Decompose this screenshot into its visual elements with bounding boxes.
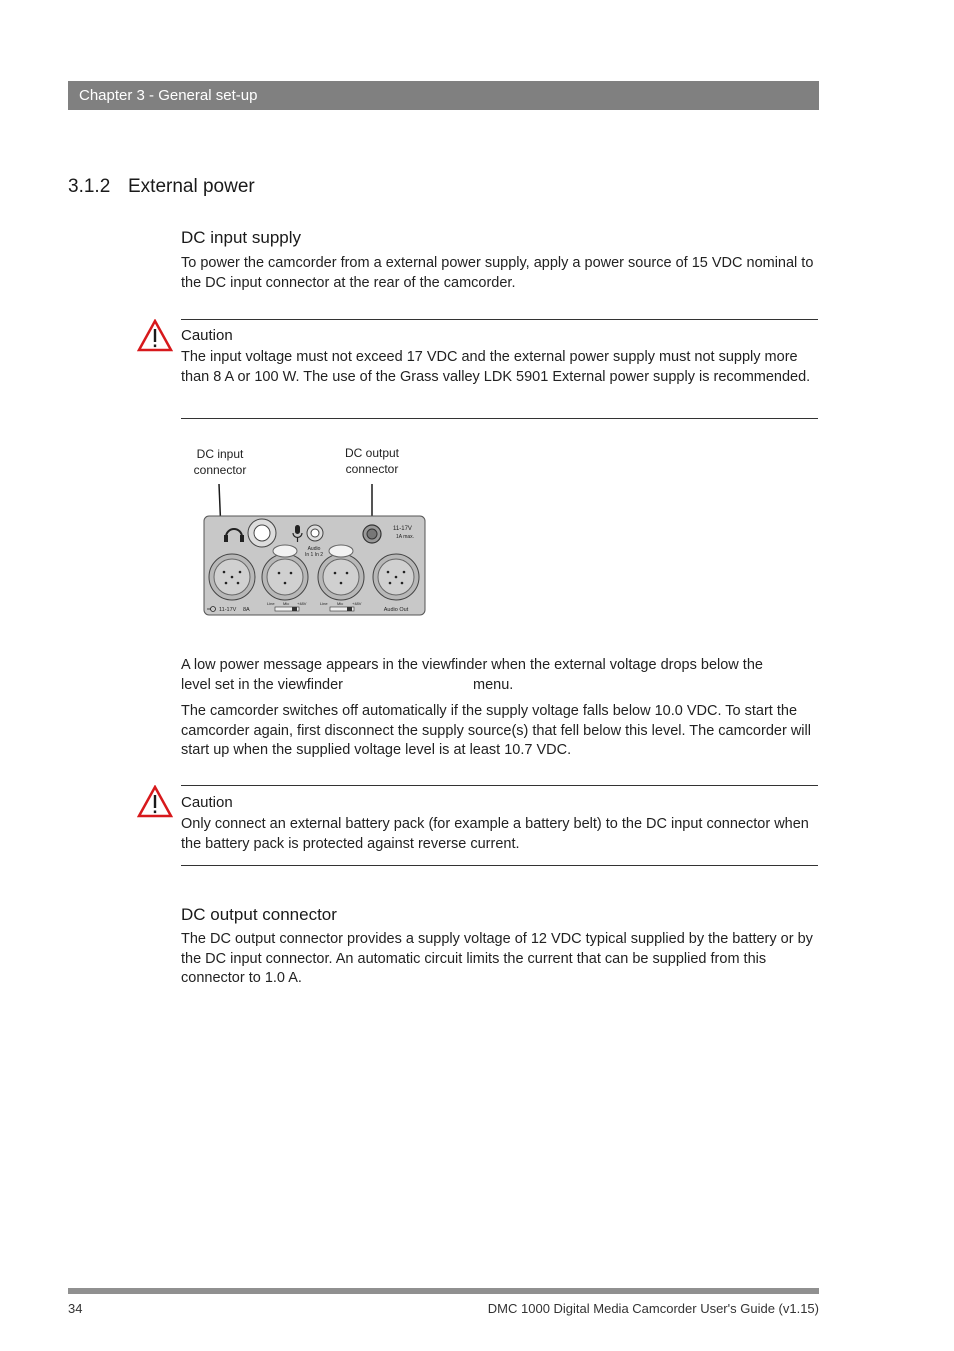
chapter-title: Chapter 3 - General set-up [79, 87, 258, 104]
caution-rule-bottom-2 [181, 865, 818, 866]
audio-in-numbers: In 1 In 2 [304, 552, 324, 558]
dc-input-paragraph: To power the camcorder from a external power supply, apply a power source of 15 VDC nominal to the DC input connector at the rear of the camcorder. [181, 255, 814, 291]
caution-title: Caution [181, 327, 233, 344]
warning-icon [137, 785, 173, 819]
dc-input-heading: DC input supply [181, 228, 302, 247]
low-power-line1: A low power message appears in the viewfinder when the external voltage drops below the [181, 657, 763, 673]
caution-text: The input voltage must not exceed 17 VDC and the external power supply must not supply more than 8 A or 100 W. The use of the Grass valley LDK 5901 External power supply is recommended. [181, 349, 811, 385]
switch2-48v-label: +48V [352, 601, 362, 606]
dc-output-paragraph: The DC output connector provides a supply voltage of 12 VDC typical supplied by the battery or by the DC input connector. An automatic circuit limits the current that can be supplied from this connector to 1.0 A. [181, 931, 813, 986]
dc-in-rating: 11-17V [219, 607, 237, 613]
dc-in-current: 8A [243, 607, 250, 613]
switch-off-paragraph: The camcorder switches off automatically if the supply voltage falls below 10.0 VDC. To start the camcorder again, first disconnect the supply source(s) that fell below this level. The camcorder will start up when the supplied voltage level is at least 10.7 VDC. [181, 703, 811, 758]
caution-text-2: Only connect an external battery pack (for example a battery belt) to the DC input connector when the battery pack is protected against reverse current. [181, 816, 809, 852]
dc-out-current: 1A max. [396, 534, 415, 540]
page-number: 34 [68, 1301, 83, 1316]
switch2-line-label: Line [320, 601, 328, 606]
dc-input-label: DC input connector [193, 447, 247, 477]
dc-out-rating: 11-17V [393, 526, 412, 532]
audio-out-label: Audio Out [383, 607, 409, 613]
switch1-mic-label: Mic [283, 601, 290, 606]
connector-panel-figure [195, 480, 435, 620]
caution-rule-top [181, 319, 818, 320]
section-number: 3.1.2 [68, 176, 111, 197]
dc-output-label: DC output connector [344, 446, 400, 476]
section-title: External power [128, 176, 255, 197]
warning-icon [137, 319, 173, 353]
low-power-line2b: menu. [473, 677, 514, 693]
audio-in-label: Audio [307, 546, 321, 552]
footer-bar [68, 1288, 819, 1294]
switch1-48v-label: +48V [297, 601, 307, 606]
dc-output-heading: DC output connector [181, 905, 337, 924]
caution-rule-top-2 [181, 785, 818, 786]
caution-title-2: Caution [181, 794, 233, 811]
low-power-line2a: level set in the viewfinder [181, 677, 343, 693]
guide-title: DMC 1000 Digital Media Camcorder User's Guide (v1.15) [487, 1301, 819, 1316]
caution-rule-bottom [181, 418, 818, 419]
switch2-mic-label: Mic [337, 601, 344, 606]
section-heading [68, 176, 255, 198]
switch1-line-label: Line [267, 601, 275, 606]
chapter-header-bar [68, 81, 819, 110]
